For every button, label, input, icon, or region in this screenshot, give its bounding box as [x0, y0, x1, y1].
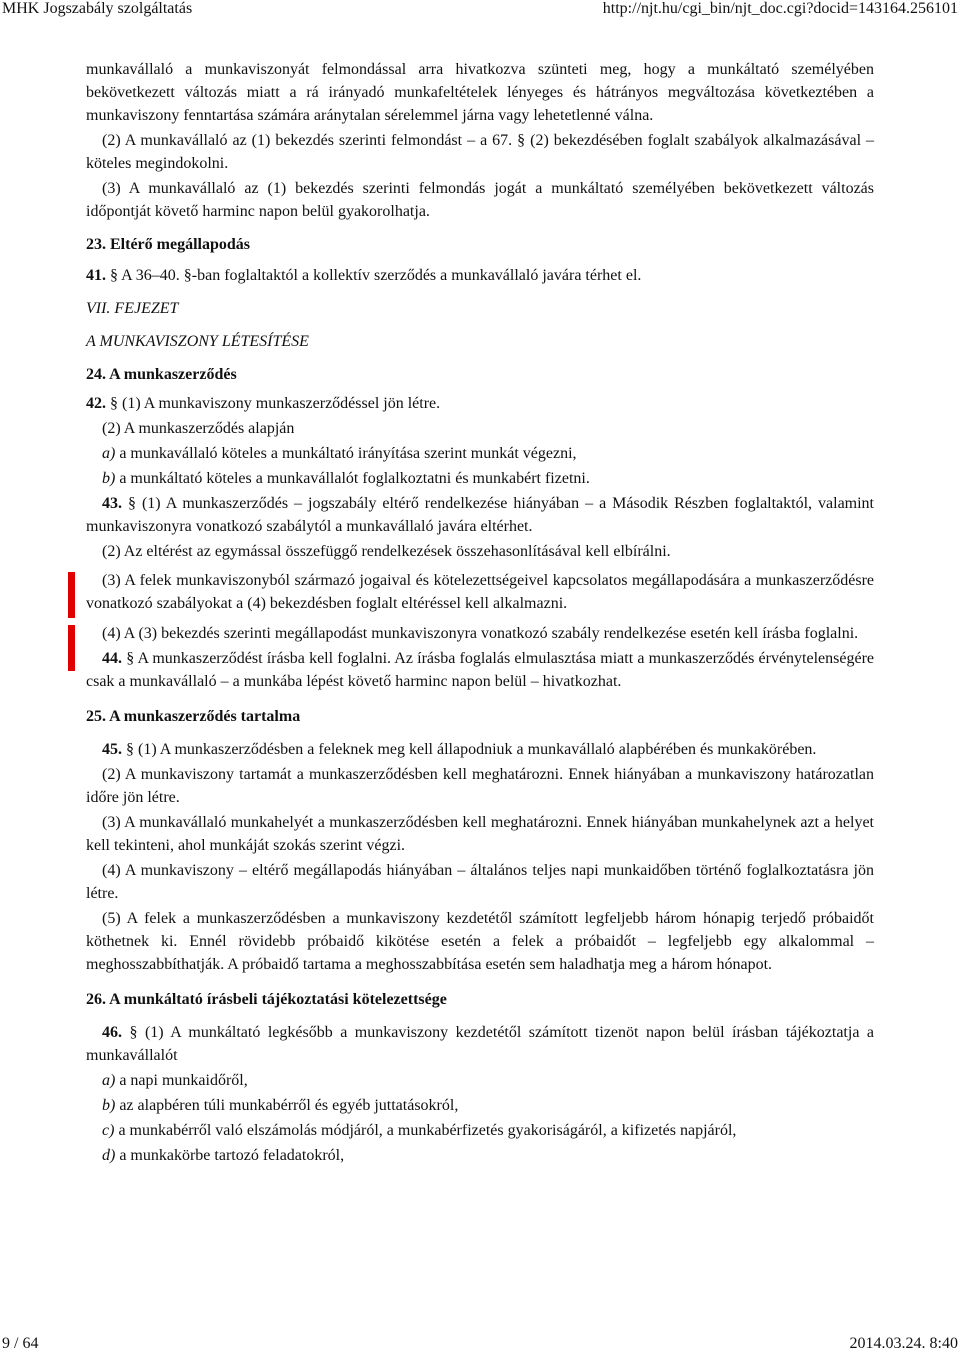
section-text: § (1) A munkaszerződés – jogszabály eltérő rendelkezése hiányában – a Második Részben foglaltaktól, valamint munkaviszonyra vonatkozó szabálytól a munkavállaló javára eltérhet.	[86, 495, 875, 535]
section-heading: 26. A munkáltató írásbeli tájékoztatási kötelezettsége	[86, 991, 447, 1008]
paragraph	[86, 647, 874, 693]
paragraph: (2) A munkaviszony tartamát a munkaszerződésben kell meghatározni. Ennek hiányában a munkaviszony határozatlan időre jön létre.	[86, 766, 874, 806]
list-item	[86, 1119, 874, 1142]
section-text: § A munkaszerződést írásba kell foglalni. Az írásba foglalás elmulasztása miatt a munkaszerződés érvénytelenségére csak a munkavállaló – a munkába lépést követő harminc napon belül – hivatkozhat.	[86, 650, 875, 690]
section-text: § (1) A munkaszerződésben a feleknek meg kell állapodniuk a munkavállaló alapbérében és munkakörében.	[126, 741, 817, 758]
paragraph	[86, 738, 874, 761]
list-text: az alapbéren túli munkabérről és egyéb juttatásokról,	[119, 1097, 459, 1114]
list-text: a munkavállaló köteles a munkáltató irányítása szerint munkát végezni,	[119, 445, 577, 462]
document-body	[86, 58, 874, 1167]
paragraph: (2) Az eltérést az egymással összefüggő rendelkezések összehasonlításával kell elbírálni.	[102, 543, 671, 560]
section-number: 46.	[102, 1024, 122, 1041]
list-item	[86, 467, 874, 490]
paragraph: (2) A munkavállaló az (1) bekezdés szerinti felmondást – a 67. § (2) bekezdésében foglalt szabályok alkalmazásával – köteles megindokolni.	[86, 132, 874, 172]
list-label: a)	[102, 445, 116, 462]
list-item	[86, 1094, 874, 1117]
section-text: § (1) A munkáltató legkésőbb a munkaviszony kezdetétől számított tizenöt napon belül írásban tájékoztatja a munkavállalót	[86, 1024, 875, 1064]
header-source: MHK Jogszabály szolgáltatás	[2, 0, 193, 17]
paragraph	[86, 264, 874, 287]
change-marker	[68, 572, 75, 618]
list-label: b)	[102, 1097, 116, 1114]
list-item	[86, 1144, 874, 1167]
paragraph: (4) A (3) bekezdés szerinti megállapodást munkaviszonyra vonatkozó szabály rendelkezése esetén kell írásba foglalni.	[102, 625, 859, 642]
amended-paragraph	[86, 622, 874, 645]
section-number: 43.	[102, 495, 122, 512]
paragraph: (3) A munkavállaló munkahelyét a munkaszerződésben kell meghatározni. Ennek hiányában munkahelynek azt a helyet kell tekinteni, ahol munkáját szokás szerint végzi.	[86, 814, 874, 854]
header-url: http://njt.hu/cgi_bin/njt_doc.cgi?docid=143164.256101	[602, 0, 958, 17]
list-label: a)	[102, 1072, 116, 1089]
page-footer	[0, 1333, 960, 1357]
paragraph: munkavállaló a munkaviszonyát felmondással arra hivatkozva szünteti meg, hogy a munkáltató személyében bekövetkezett változás miatt a rá irányadó munkafeltételek lényeges és hátrányos megváltozása következtében a munkaviszony fenntartása számára aránytalan sérelemmel járna vagy lehetetlenné válna.	[86, 61, 874, 124]
list-text: a munkabérről való elszámolás módjáról, a munkabérfizetés gyakoriságáról, a kifizetés napjáról,	[118, 1122, 737, 1139]
section-number: 45.	[102, 741, 122, 758]
list-label: c)	[102, 1122, 115, 1139]
section-text: § A 36–40. §-ban foglaltaktól a kollektív szerződés a munkavállaló javára térhet el.	[110, 267, 642, 284]
list-label: b)	[102, 470, 116, 487]
paragraph: (3) A munkavállaló az (1) bekezdés szerinti felmondás jogát a munkáltató személyében bekövetkezett változás időpontját követő harminc napon belül gyakorolhatja.	[86, 180, 874, 220]
chapter-label: VII. FEJEZET	[86, 300, 179, 317]
section-number: 44.	[102, 650, 122, 667]
paragraph	[86, 392, 874, 415]
paragraph: (4) A munkaviszony – eltérő megállapodás hiányában – általános teljes napi munkaidőben történő foglalkoztatásra jön létre.	[86, 862, 874, 902]
paragraph	[86, 1021, 874, 1067]
chapter-title: A MUNKAVISZONY LÉTESÍTÉSE	[86, 333, 309, 350]
page-number: 9 / 64	[2, 1335, 39, 1352]
list-label: d)	[102, 1147, 116, 1164]
list-item	[86, 442, 874, 465]
section-heading: 25. A munkaszerződés tartalma	[86, 708, 301, 725]
section-heading: 24. A munkaszerződés	[86, 366, 237, 383]
page-header	[0, 0, 960, 22]
print-timestamp: 2014.03.24. 8:40	[849, 1335, 958, 1352]
paragraph	[86, 492, 874, 538]
list-item	[86, 1069, 874, 1092]
list-text: a munkakörbe tartozó feladatokról,	[119, 1147, 345, 1164]
amended-paragraph	[86, 569, 874, 615]
paragraph: (3) A felek munkaviszonyból származó jogaival és kötelezettségeivel kapcsolatos megállapodására a munkaszerződésre vonatkozó szabályokat a (4) bekezdésben foglalt eltéréssel kell alkalmazni.	[86, 572, 874, 612]
section-heading: 23. Eltérő megállapodás	[86, 236, 250, 253]
paragraph: (2) A munkaszerződés alapján	[102, 420, 295, 437]
list-text: a munkáltató köteles a munkavállalót foglalkoztatni és munkabért fizetni.	[119, 470, 590, 487]
section-number: 41.	[86, 267, 106, 284]
section-number: 42.	[86, 395, 106, 412]
section-text: § (1) A munkaviszony munkaszerződéssel jön létre.	[110, 395, 441, 412]
paragraph: (5) A felek a munkaszerződésben a munkaviszony kezdetétől számított legfeljebb három hónapig terjedő próbaidőt köthetnek ki. Ennél rövidebb próbaidő kikötése esetén a felek a próbaidőt – legfeljebb egy alkalommal – meghosszabbíthatják. A próbaidő tartama a meghosszabbítása esetén sem haladhatja meg a három hónapot.	[86, 910, 874, 973]
change-marker	[68, 625, 75, 671]
list-text: a napi munkaidőről,	[119, 1072, 248, 1089]
